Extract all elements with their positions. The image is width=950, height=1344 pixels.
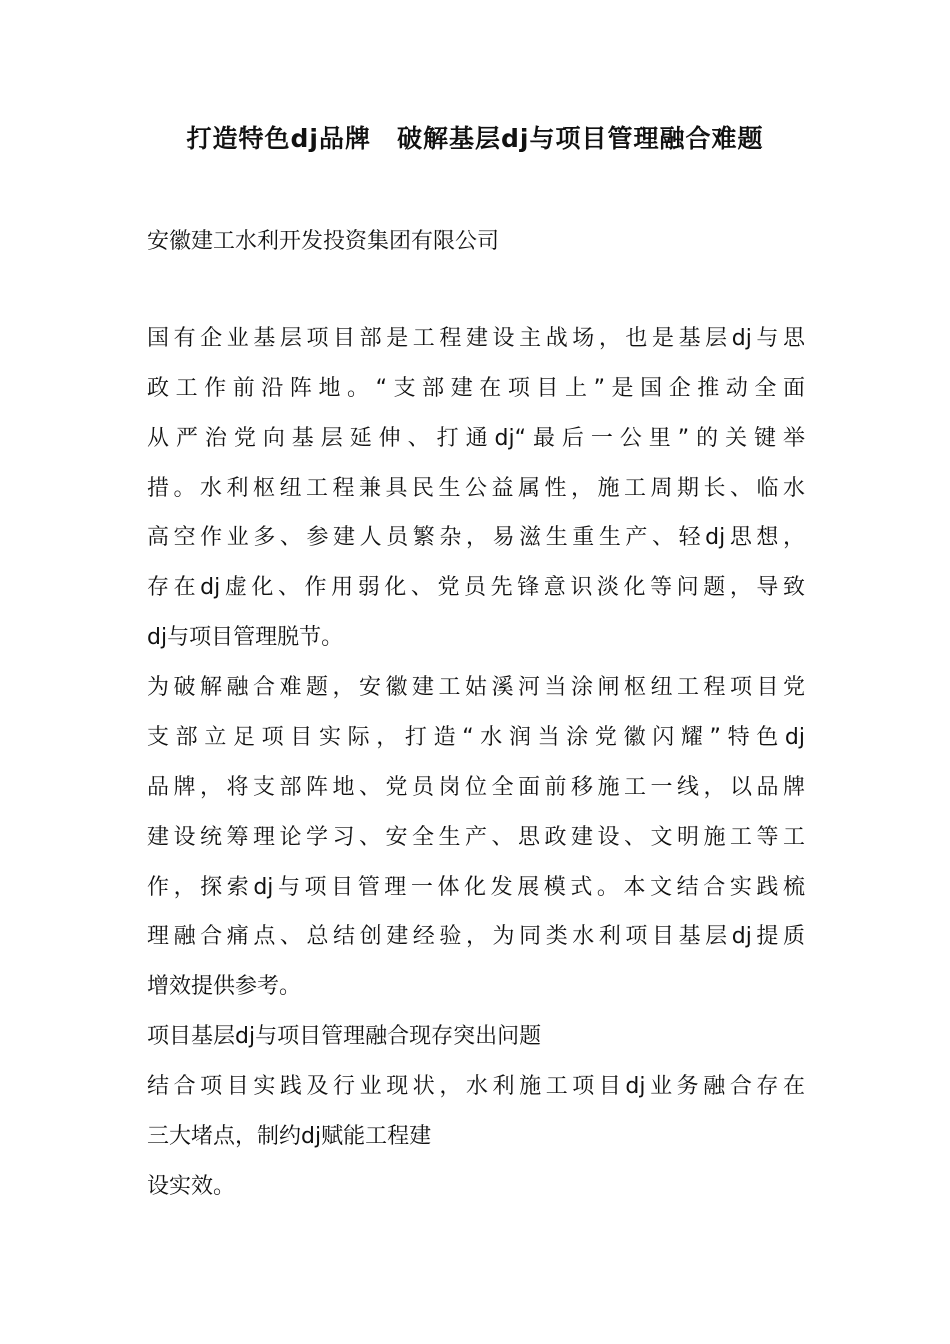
body-line: 国有企业基层项目部是工程建设主战场，也是基层dj与思 [147,326,805,351]
body-line: 为破解融合难题，安徽建工姑溪河当涂闸枢纽工程项目党 [147,675,805,700]
body-line: 设实效。 [147,1174,236,1199]
body-line: 理融合痛点、总结创建经验，为同类水利项目基层dj提质 [147,924,805,949]
body-line: 支部立足项目实际，打造“水润当涂党徽闪耀”特色dj [147,725,805,750]
body-line: 建设统筹理论学习、安全生产、思政建设、文明施工等工 [147,825,805,850]
body-line: 存在dj虚化、作用弱化、党员先锋意识淡化等问题，导致 [147,575,805,600]
body-line: 作，探索dj与项目管理一体化发展模式。本文结合实践梳 [147,875,805,900]
body-line: 政工作前沿阵地。“支部建在项目上”是国企推动全面 [147,376,805,401]
body-line: 高空作业多、参建人员繁杂，易滋生重生产、轻dj思想， [147,525,805,550]
body-line: 结合项目实践及行业现状，水利施工项目dj业务融合存在 [147,1074,805,1099]
body-line: 措。水利枢纽工程兼具民生公益属性，施工周期长、临水 [147,476,805,501]
section-heading: 项目基层dj与项目管理融合现存突出问题 [147,1024,542,1049]
body-line: dj与项目管理脱节。 [147,625,344,650]
document-title: 打造特色dj品牌 破解基层dj与项目管理融合难题 [186,124,764,153]
body-line: 从严治党向基层延伸、打通dj“最后一公里”的关键举 [147,426,805,451]
body-line: 三大堵点，制约dj赋能工程建 [147,1124,432,1149]
body-line: 增效提供参考。 [147,974,302,999]
author-line: 安徽建工水利开发投资集团有限公司 [147,229,500,254]
body-line: 品牌，将支部阵地、党员岗位全面前移施工一线，以品牌 [147,775,805,800]
